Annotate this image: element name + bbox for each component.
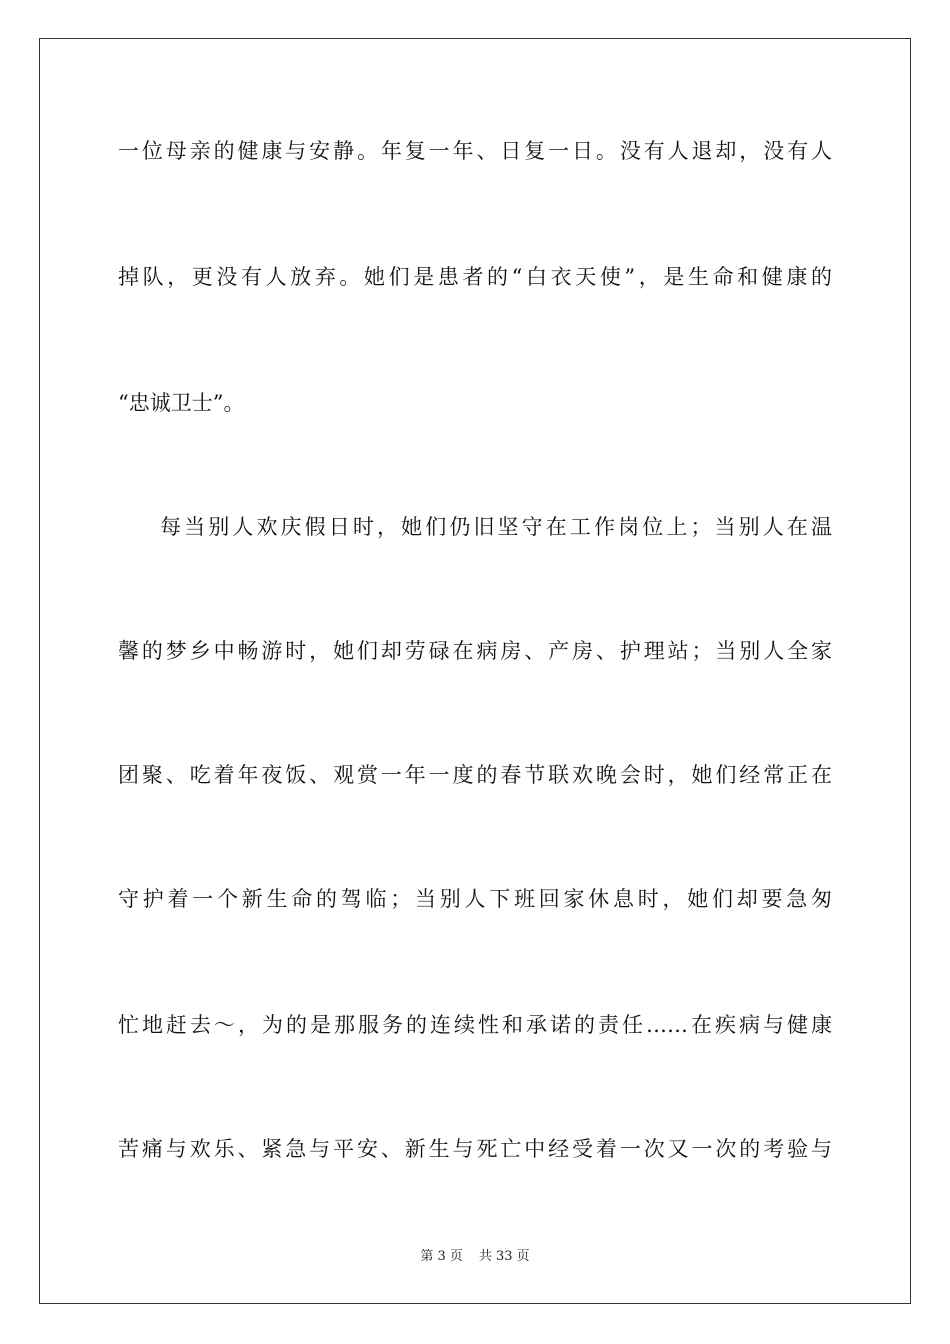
text-line: 馨的梦乡中畅游时，她们却劳碌在病房、产房、护理站；当别人全家: [118, 639, 832, 663]
text-line: 一位母亲的健康与安静。年复一年、日复一日。没有人退却，没有人: [118, 139, 832, 163]
text-line: 掉队，更没有人放弃。她们是患者的“白衣天使”，是生命和健康的: [118, 265, 832, 289]
page-footer: [0, 1248, 950, 1266]
text-line: 守护着一个新生命的驾临；当别人下班回家休息时，她们却要急匆: [118, 887, 832, 911]
text-line: 苦痛与欢乐、紧急与平安、新生与死亡中经受着一次又一次的考验与: [118, 1137, 832, 1161]
page-border: [39, 38, 911, 1304]
text-line: “忠诚卫士”。: [118, 391, 245, 415]
text-line: 团聚、吃着年夜饭、观赏一年一度的春节联欢晚会时，她们经常正在: [118, 763, 832, 787]
page-total: 共 33 页: [478, 1249, 530, 1264]
text-line: 忙地赶去～，为的是那服务的连续性和承诺的责任……在疾病与健康: [118, 1013, 832, 1037]
page-number: 第 3 页: [420, 1249, 463, 1264]
paragraph-first-line: 每当别人欢庆假日时，她们仍旧坚守在工作岗位上；当别人在温: [160, 515, 832, 539]
